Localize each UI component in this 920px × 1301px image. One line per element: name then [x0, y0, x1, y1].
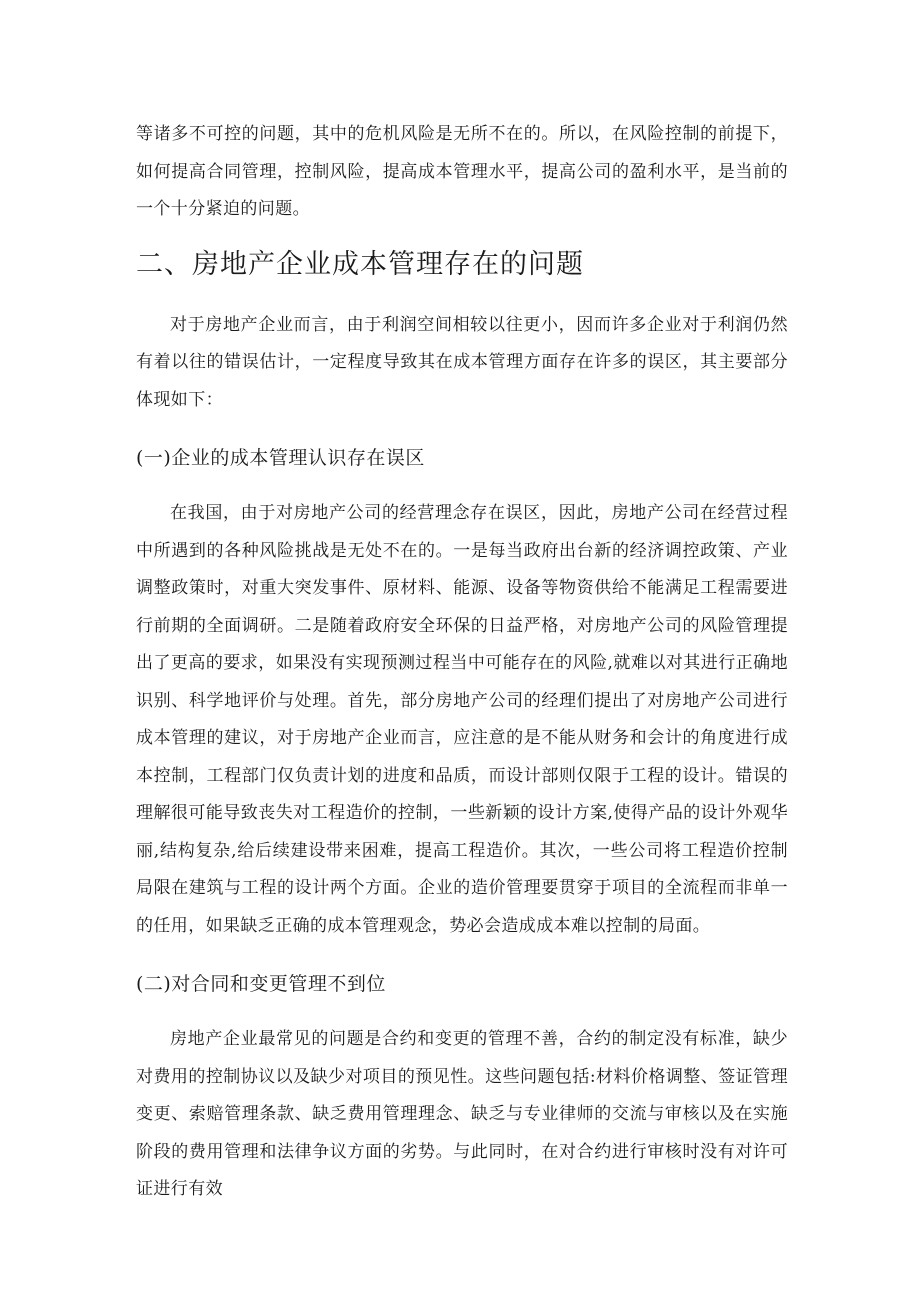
section-intro-paragraph: 对于房地产企业而言，由于利润空间相较以往更小，因而许多企业对于利润仍然有着以往的错误估计，一定程度导致其在成本管理方面存在许多的误区，其主要部分体现如下： [136, 314, 788, 410]
intro-paragraph: 等诸多不可控的问题，其中的危机风险是无所不在的。所以，在风险控制的前提下，如何提高合同管理，控制风险，提高成本管理水平，提高公司的盈利水平，是当前的一个十分紧迫的问题。 [136, 124, 788, 219]
subsection2-paragraph: 房地产企业最常见的问题是合约和变更的管理不善，合约的制定没有标准，缺少对费用的控制协议以及缺少对项目的预见性。这些问题包括:材料价格调整、签证管理变更、索赔管理条款、缺乏费用管理理念、缺乏与专业律师的交流与审核以及在实施阶段的费用管理和法律争议方面的劣势。与此同时，在对合约进行审核时没有对许可证进行有效 [136, 1029, 788, 1199]
subsection2-heading: (二)对合同和变更管理不到位 [136, 973, 386, 995]
section-heading: 二、房地产企业成本管理存在的问题 [136, 248, 584, 280]
subsection1-heading: (一)企业的成本管理认识存在误区 [136, 447, 425, 469]
subsection1-paragraph: 在我国，由于对房地产公司的经营理念存在误区，因此，房地产公司在经营过程中所遇到的各种风险挑战是无处不在的。一是每当政府出台新的经济调控政策、产业调整政策时，对重大突发事件、原材料、能源、设备等物资供给不能满足工程需要进行前期的全面调研。二是随着政府安全环保的日益严格，对房地产公司的风险管理提出了更高的要求，如果没有实现预测过程当中可能存在的风险,就难以对其进行正确地识别、科学地评价与处理。首先，部分房地产公司的经理们提出了对房地产公司进行成本管理的建议，对于房地产企业而言，应注意的是不能从财务和会计的角度进行成本控制，工程部门仅负责计划的进度和品质，而设计部则仅限于工程的设计。错误的理解很可能导致丧失对工程造价的控制，一些新颖的设计方案,使得产品的设计外观华丽,结构复杂,给后续建设带来困难，提高工程造价。其次，一些公司将工程造价控制局限在建筑与工程的设计两个方面。企业的造价管理要贯穿于项目的全流程而非单一的任用，如果缺乏正确的成本管理观念，势必会造成成本难以控制的局面。 [136, 503, 788, 936]
document-page [136, 116, 788, 1209]
